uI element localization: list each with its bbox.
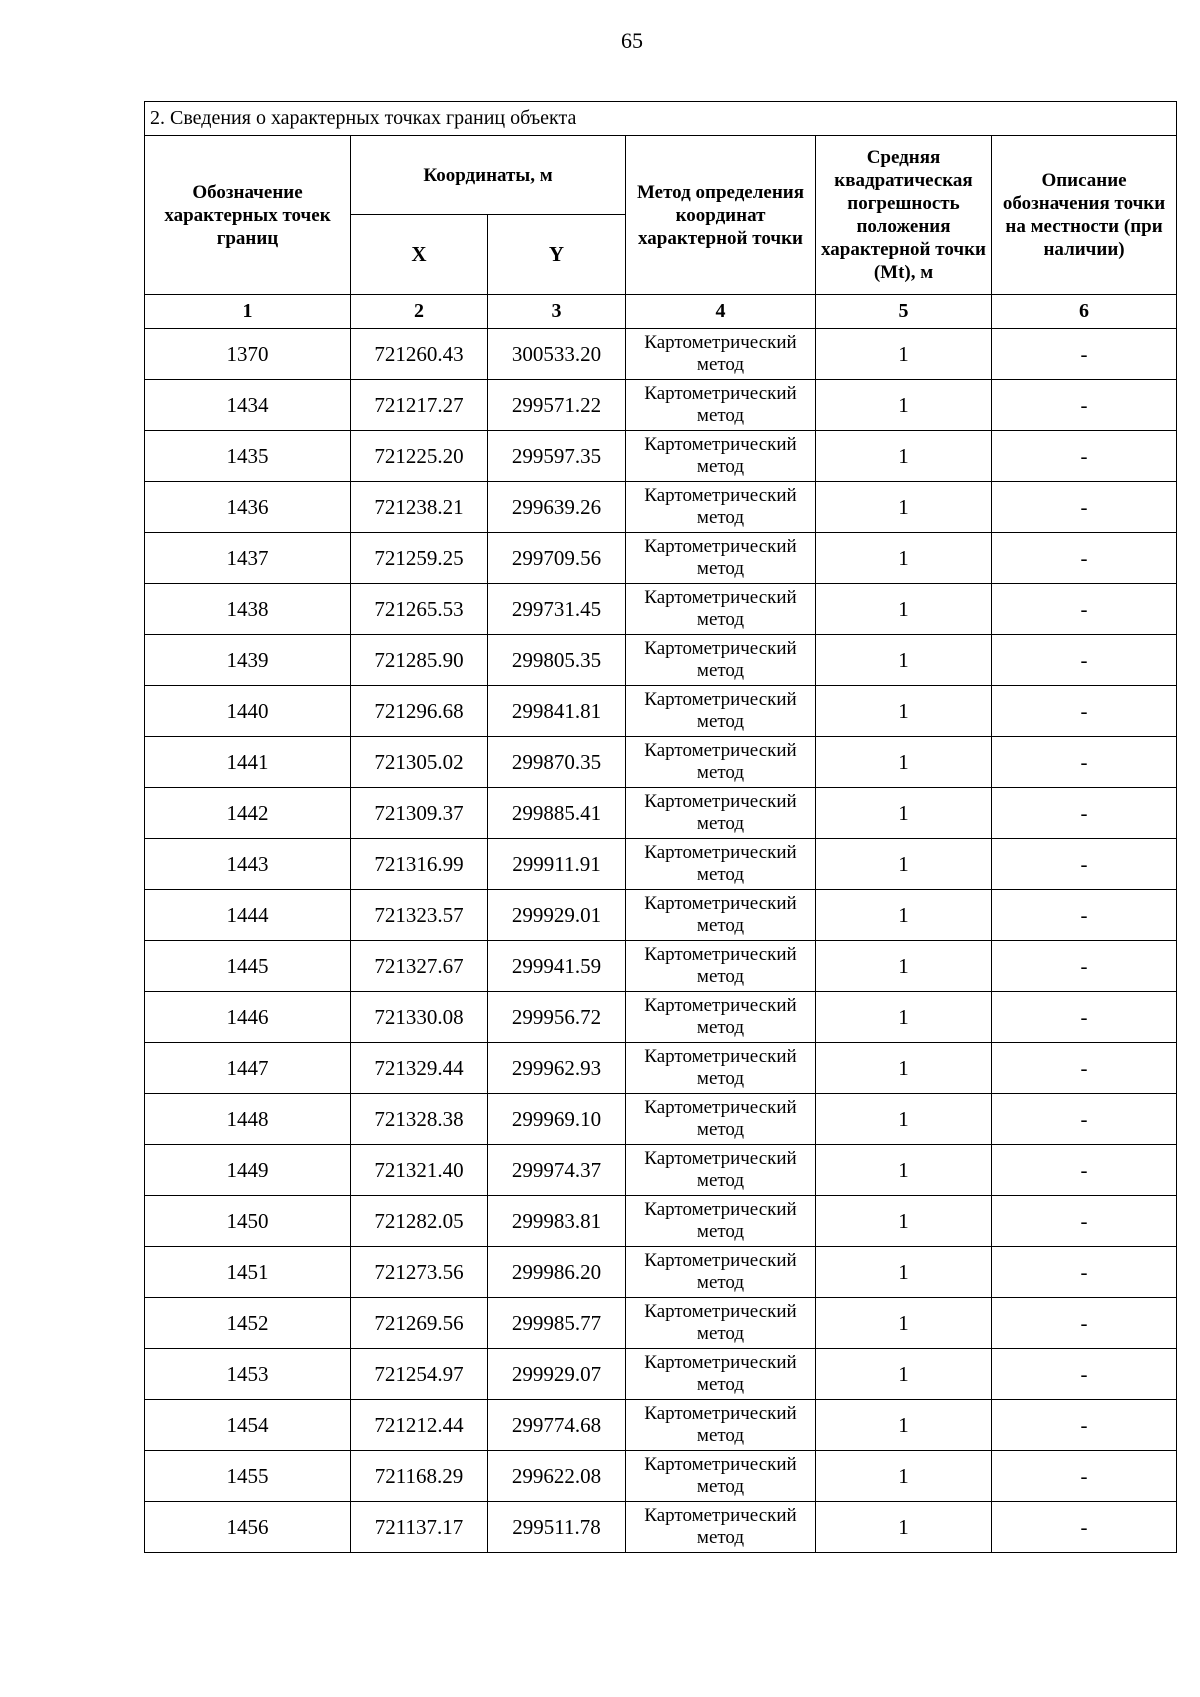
method-cell: Картометрический метод <box>626 1247 816 1298</box>
description-cell: - <box>992 1145 1177 1196</box>
coordinate-x: 721316.99 <box>351 839 488 890</box>
coordinate-x: 721259.25 <box>351 533 488 584</box>
table-row <box>145 992 1177 1043</box>
description-cell: - <box>992 1349 1177 1400</box>
method-cell: Картометрический метод <box>626 533 816 584</box>
coordinate-x: 721296.68 <box>351 686 488 737</box>
description-cell: - <box>992 1043 1177 1094</box>
method-cell: Картометрический метод <box>626 686 816 737</box>
description-cell: - <box>992 431 1177 482</box>
method-cell: Картометрический метод <box>626 941 816 992</box>
table-row <box>145 1196 1177 1247</box>
point-designation: 1451 <box>145 1247 351 1298</box>
point-designation: 1455 <box>145 1451 351 1502</box>
error-cell: 1 <box>816 686 992 737</box>
coordinate-x: 721323.57 <box>351 890 488 941</box>
error-cell: 1 <box>816 1043 992 1094</box>
error-cell: 1 <box>816 737 992 788</box>
point-designation: 1454 <box>145 1400 351 1451</box>
description-cell: - <box>992 1298 1177 1349</box>
coordinate-x: 721269.56 <box>351 1298 488 1349</box>
table-row <box>145 431 1177 482</box>
coordinate-x: 721254.97 <box>351 1349 488 1400</box>
coordinate-y: 299929.07 <box>488 1349 626 1400</box>
point-designation: 1456 <box>145 1502 351 1553</box>
error-cell: 1 <box>816 992 992 1043</box>
point-designation: 1453 <box>145 1349 351 1400</box>
table-row <box>145 686 1177 737</box>
header-y: Y <box>488 215 626 295</box>
error-cell: 1 <box>816 1298 992 1349</box>
coordinate-y: 299941.59 <box>488 941 626 992</box>
method-cell: Картометрический метод <box>626 584 816 635</box>
method-cell: Картометрический метод <box>626 329 816 380</box>
method-cell: Картометрический метод <box>626 1298 816 1349</box>
description-cell: - <box>992 1502 1177 1553</box>
description-cell: - <box>992 686 1177 737</box>
method-cell: Картометрический метод <box>626 380 816 431</box>
description-cell: - <box>992 584 1177 635</box>
error-cell: 1 <box>816 839 992 890</box>
method-cell: Картометрический метод <box>626 1196 816 1247</box>
coordinate-y: 299870.35 <box>488 737 626 788</box>
coordinate-y: 299929.01 <box>488 890 626 941</box>
error-cell: 1 <box>816 584 992 635</box>
point-designation: 1442 <box>145 788 351 839</box>
coordinate-x: 721327.67 <box>351 941 488 992</box>
error-cell: 1 <box>816 1145 992 1196</box>
error-cell: 1 <box>816 482 992 533</box>
table-row <box>145 1451 1177 1502</box>
coordinate-x: 721321.40 <box>351 1145 488 1196</box>
method-cell: Картометрический метод <box>626 737 816 788</box>
table-row <box>145 1349 1177 1400</box>
method-cell: Картометрический метод <box>626 1349 816 1400</box>
coordinate-y: 299639.26 <box>488 482 626 533</box>
coordinate-y: 299622.08 <box>488 1451 626 1502</box>
error-cell: 1 <box>816 941 992 992</box>
table-row <box>145 635 1177 686</box>
error-cell: 1 <box>816 890 992 941</box>
column-number: 3 <box>488 295 626 329</box>
description-cell: - <box>992 1400 1177 1451</box>
error-cell: 1 <box>816 788 992 839</box>
page-number: 65 <box>621 28 643 53</box>
description-cell: - <box>992 1247 1177 1298</box>
coordinate-y: 299956.72 <box>488 992 626 1043</box>
coordinate-y: 299805.35 <box>488 635 626 686</box>
table-row <box>145 1247 1177 1298</box>
point-designation: 1449 <box>145 1145 351 1196</box>
error-cell: 1 <box>816 1349 992 1400</box>
table-row <box>145 839 1177 890</box>
description-cell: - <box>992 788 1177 839</box>
error-cell: 1 <box>816 1400 992 1451</box>
boundary-points-table <box>144 101 1177 1553</box>
point-designation: 1440 <box>145 686 351 737</box>
method-cell: Картометрический метод <box>626 890 816 941</box>
method-cell: Картометрический метод <box>626 1094 816 1145</box>
header-method: Метод определения координат характерной точки <box>626 136 816 295</box>
coordinate-y: 299974.37 <box>488 1145 626 1196</box>
column-number: 5 <box>816 295 992 329</box>
error-cell: 1 <box>816 1502 992 1553</box>
table-row <box>145 1502 1177 1553</box>
table-row <box>145 482 1177 533</box>
point-designation: 1439 <box>145 635 351 686</box>
method-cell: Картометрический метод <box>626 1502 816 1553</box>
table-row <box>145 1298 1177 1349</box>
header-description: Описание обозначения точки на местности (при наличии) <box>992 136 1177 295</box>
coordinate-x: 721265.53 <box>351 584 488 635</box>
description-cell: - <box>992 533 1177 584</box>
coordinate-x: 721137.17 <box>351 1502 488 1553</box>
table-row <box>145 1094 1177 1145</box>
method-cell: Картометрический метод <box>626 788 816 839</box>
coordinate-y: 299962.93 <box>488 1043 626 1094</box>
coordinate-x: 721329.44 <box>351 1043 488 1094</box>
method-cell: Картометрический метод <box>626 1043 816 1094</box>
coordinate-x: 721260.43 <box>351 329 488 380</box>
table-body <box>145 329 1177 1553</box>
coordinate-x: 721238.21 <box>351 482 488 533</box>
point-designation: 1441 <box>145 737 351 788</box>
column-number: 6 <box>992 295 1177 329</box>
method-cell: Картометрический метод <box>626 1145 816 1196</box>
error-cell: 1 <box>816 431 992 482</box>
table-row <box>145 329 1177 380</box>
coordinate-x: 721330.08 <box>351 992 488 1043</box>
point-designation: 1448 <box>145 1094 351 1145</box>
coordinate-y: 299597.35 <box>488 431 626 482</box>
point-designation: 1447 <box>145 1043 351 1094</box>
coordinate-x: 721212.44 <box>351 1400 488 1451</box>
description-cell: - <box>992 329 1177 380</box>
point-designation: 1435 <box>145 431 351 482</box>
error-cell: 1 <box>816 1451 992 1502</box>
coordinate-y: 299911.91 <box>488 839 626 890</box>
coordinate-y: 299969.10 <box>488 1094 626 1145</box>
error-cell: 1 <box>816 635 992 686</box>
description-cell: - <box>992 482 1177 533</box>
section-title: 2. Сведения о характерных точках границ объекта <box>145 102 1177 136</box>
point-designation: 1438 <box>145 584 351 635</box>
method-cell: Картометрический метод <box>626 635 816 686</box>
header-coordinates: Координаты, м <box>351 136 626 215</box>
header-x: X <box>351 215 488 295</box>
table-row <box>145 1043 1177 1094</box>
error-cell: 1 <box>816 533 992 584</box>
error-cell: 1 <box>816 1196 992 1247</box>
description-cell: - <box>992 941 1177 992</box>
point-designation: 1452 <box>145 1298 351 1349</box>
table-row <box>145 788 1177 839</box>
coordinate-y: 299571.22 <box>488 380 626 431</box>
column-number: 2 <box>351 295 488 329</box>
error-cell: 1 <box>816 380 992 431</box>
method-cell: Картометрический метод <box>626 992 816 1043</box>
point-designation: 1436 <box>145 482 351 533</box>
point-designation: 1370 <box>145 329 351 380</box>
coordinate-y: 299986.20 <box>488 1247 626 1298</box>
description-cell: - <box>992 1196 1177 1247</box>
coordinate-x: 721285.90 <box>351 635 488 686</box>
error-cell: 1 <box>816 329 992 380</box>
error-cell: 1 <box>816 1094 992 1145</box>
coordinate-y: 299841.81 <box>488 686 626 737</box>
coordinate-y: 299709.56 <box>488 533 626 584</box>
description-cell: - <box>992 1451 1177 1502</box>
column-number: 4 <box>626 295 816 329</box>
point-designation: 1450 <box>145 1196 351 1247</box>
description-cell: - <box>992 992 1177 1043</box>
description-cell: - <box>992 890 1177 941</box>
description-cell: - <box>992 635 1177 686</box>
table-row <box>145 737 1177 788</box>
table-row <box>145 890 1177 941</box>
coordinate-y: 299885.41 <box>488 788 626 839</box>
method-cell: Картометрический метод <box>626 482 816 533</box>
coordinate-x: 721273.56 <box>351 1247 488 1298</box>
coordinate-y: 299983.81 <box>488 1196 626 1247</box>
coordinate-x: 721328.38 <box>351 1094 488 1145</box>
coordinate-y: 300533.20 <box>488 329 626 380</box>
table-row <box>145 941 1177 992</box>
coordinate-x: 721282.05 <box>351 1196 488 1247</box>
coordinate-x: 721309.37 <box>351 788 488 839</box>
coordinate-y: 299985.77 <box>488 1298 626 1349</box>
coordinate-y: 299774.68 <box>488 1400 626 1451</box>
table-row <box>145 584 1177 635</box>
table-row <box>145 1400 1177 1451</box>
coordinate-y: 299731.45 <box>488 584 626 635</box>
header-error: Средняя квадратическая погрешность положения характерной точки (Mt), м <box>816 136 992 295</box>
point-designation: 1444 <box>145 890 351 941</box>
method-cell: Картометрический метод <box>626 839 816 890</box>
coordinate-y: 299511.78 <box>488 1502 626 1553</box>
coordinate-x: 721225.20 <box>351 431 488 482</box>
method-cell: Картометрический метод <box>626 1400 816 1451</box>
coordinate-x: 721305.02 <box>351 737 488 788</box>
point-designation: 1434 <box>145 380 351 431</box>
description-cell: - <box>992 737 1177 788</box>
description-cell: - <box>992 1094 1177 1145</box>
table-row <box>145 380 1177 431</box>
coordinate-x: 721168.29 <box>351 1451 488 1502</box>
point-designation: 1437 <box>145 533 351 584</box>
method-cell: Картометрический метод <box>626 1451 816 1502</box>
coordinate-x: 721217.27 <box>351 380 488 431</box>
table-row <box>145 1145 1177 1196</box>
table-row <box>145 533 1177 584</box>
description-cell: - <box>992 380 1177 431</box>
point-designation: 1446 <box>145 992 351 1043</box>
point-designation: 1445 <box>145 941 351 992</box>
header-designation: Обозначение характерных точек границ <box>145 136 351 295</box>
error-cell: 1 <box>816 1247 992 1298</box>
method-cell: Картометрический метод <box>626 431 816 482</box>
column-number: 1 <box>145 295 351 329</box>
point-designation: 1443 <box>145 839 351 890</box>
description-cell: - <box>992 839 1177 890</box>
